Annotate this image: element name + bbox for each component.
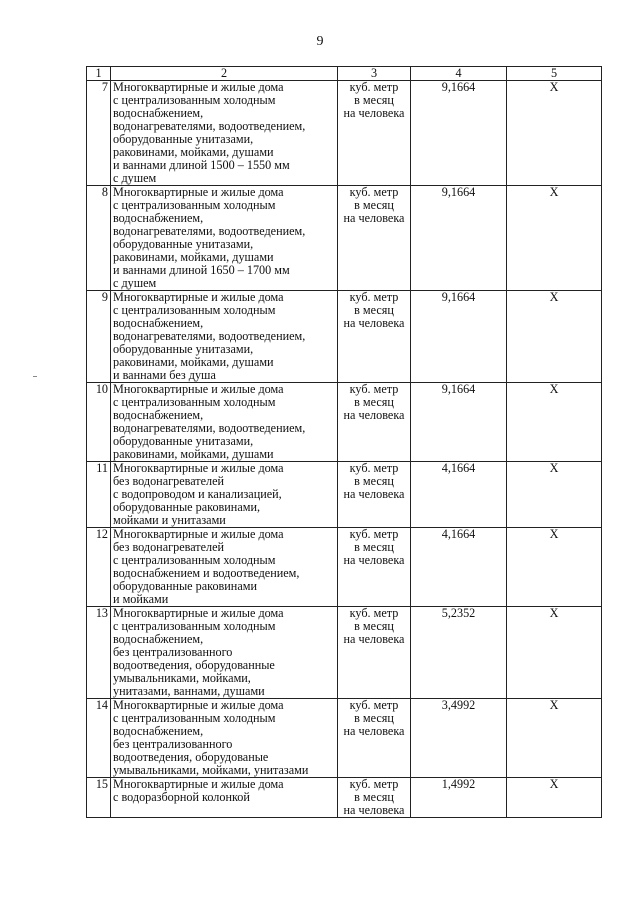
row-value: 4,1664: [411, 528, 507, 607]
row-unit: куб. метр в месяц на человека: [338, 186, 411, 291]
column-header-5: 5: [507, 67, 602, 81]
table-row: [87, 186, 602, 291]
row-description: Многоквартирные и жилые дома без водонагревателей с водопроводом и канализацией, оборудованные раковинами, мойками и унитазами: [111, 462, 338, 528]
row-mark: X: [507, 778, 602, 818]
row-value: 5,2352: [411, 607, 507, 699]
row-unit: куб. метр в месяц на человека: [338, 607, 411, 699]
row-description: Многоквартирные и жилые дома с централизованным холодным водоснабжением, без централизованного водоотведения, оборудованные умывальниками, мойками, унитазами, ваннами, душами: [111, 607, 338, 699]
column-header-1: 1: [87, 67, 111, 81]
table-row: [87, 528, 602, 607]
row-description: Многоквартирные и жилые дома с централизованным холодным водоснабжением, водонагревателями, водоотведением, оборудованные унитазами, раковинами, мойками, душами и ваннами длиной 1650 – 1700 мм с душем: [111, 186, 338, 291]
row-value: 1,4992: [411, 778, 507, 818]
row-mark: X: [507, 528, 602, 607]
column-header-3: 3: [338, 67, 411, 81]
row-mark: X: [507, 699, 602, 778]
row-unit: куб. метр в месяц на человека: [338, 81, 411, 186]
column-header-4: 4: [411, 67, 507, 81]
row-number: 15: [87, 778, 111, 818]
row-mark: X: [507, 81, 602, 186]
row-value: 4,1664: [411, 462, 507, 528]
table-row: [87, 291, 602, 383]
row-mark: X: [507, 383, 602, 462]
row-number: 8: [87, 186, 111, 291]
row-description: Многоквартирные и жилые дома с водоразборной колонкой: [111, 778, 338, 818]
row-unit: куб. метр в месяц на человека: [338, 778, 411, 818]
table-row: [87, 778, 602, 818]
row-number: 13: [87, 607, 111, 699]
column-header-2: 2: [111, 67, 338, 81]
row-mark: X: [507, 607, 602, 699]
row-number: 9: [87, 291, 111, 383]
row-unit: куб. метр в месяц на человека: [338, 383, 411, 462]
table-header-row: [87, 67, 602, 81]
row-mark: X: [507, 186, 602, 291]
row-description: Многоквартирные и жилые дома с централизованным холодным водоснабжением, водонагревателями, водоотведением, оборудованные унитазами, раковинами, мойками, душами и ваннами длиной 1500 – 1550 мм с душем: [111, 81, 338, 186]
row-unit: куб. метр в месяц на человека: [338, 528, 411, 607]
row-value: 9,1664: [411, 81, 507, 186]
row-value: 9,1664: [411, 291, 507, 383]
row-description: Многоквартирные и жилые дома с централизованным холодным водоснабжением, водонагревателями, водоотведением, оборудованные унитазами, раковинами, мойками, душами и ваннами без душа: [111, 291, 338, 383]
row-number: 12: [87, 528, 111, 607]
table-row: [87, 383, 602, 462]
row-number: 11: [87, 462, 111, 528]
table-row: [87, 699, 602, 778]
row-value: 3,4992: [411, 699, 507, 778]
row-unit: куб. метр в месяц на человека: [338, 291, 411, 383]
row-number: 7: [87, 81, 111, 186]
row-unit: куб. метр в месяц на человека: [338, 699, 411, 778]
page-number: 9: [316, 34, 324, 49]
row-mark: X: [507, 291, 602, 383]
row-description: Многоквартирные и жилые дома с централизованным холодным водоснабжением, без централизованного водоотведения, оборудованые умывальниками, мойками, унитазами: [111, 699, 338, 778]
row-description: Многоквартирные и жилые дома без водонагревателей с централизованным холодным водоснабжением и водоотведением, оборудованные раковинами и мойками: [111, 528, 338, 607]
table-row: [87, 462, 602, 528]
table-row: [87, 607, 602, 699]
margin-mark: [33, 376, 37, 377]
row-number: 10: [87, 383, 111, 462]
row-mark: X: [507, 462, 602, 528]
row-description: Многоквартирные и жилые дома с централизованным холодным водоснабжением, водонагревателями, водоотведением, оборудованные унитазами, раковинами, мойками, душами: [111, 383, 338, 462]
row-number: 14: [87, 699, 111, 778]
row-value: 9,1664: [411, 186, 507, 291]
row-value: 9,1664: [411, 383, 507, 462]
norms-table: [86, 66, 602, 818]
row-unit: куб. метр в месяц на человека: [338, 462, 411, 528]
table-row: [87, 81, 602, 186]
